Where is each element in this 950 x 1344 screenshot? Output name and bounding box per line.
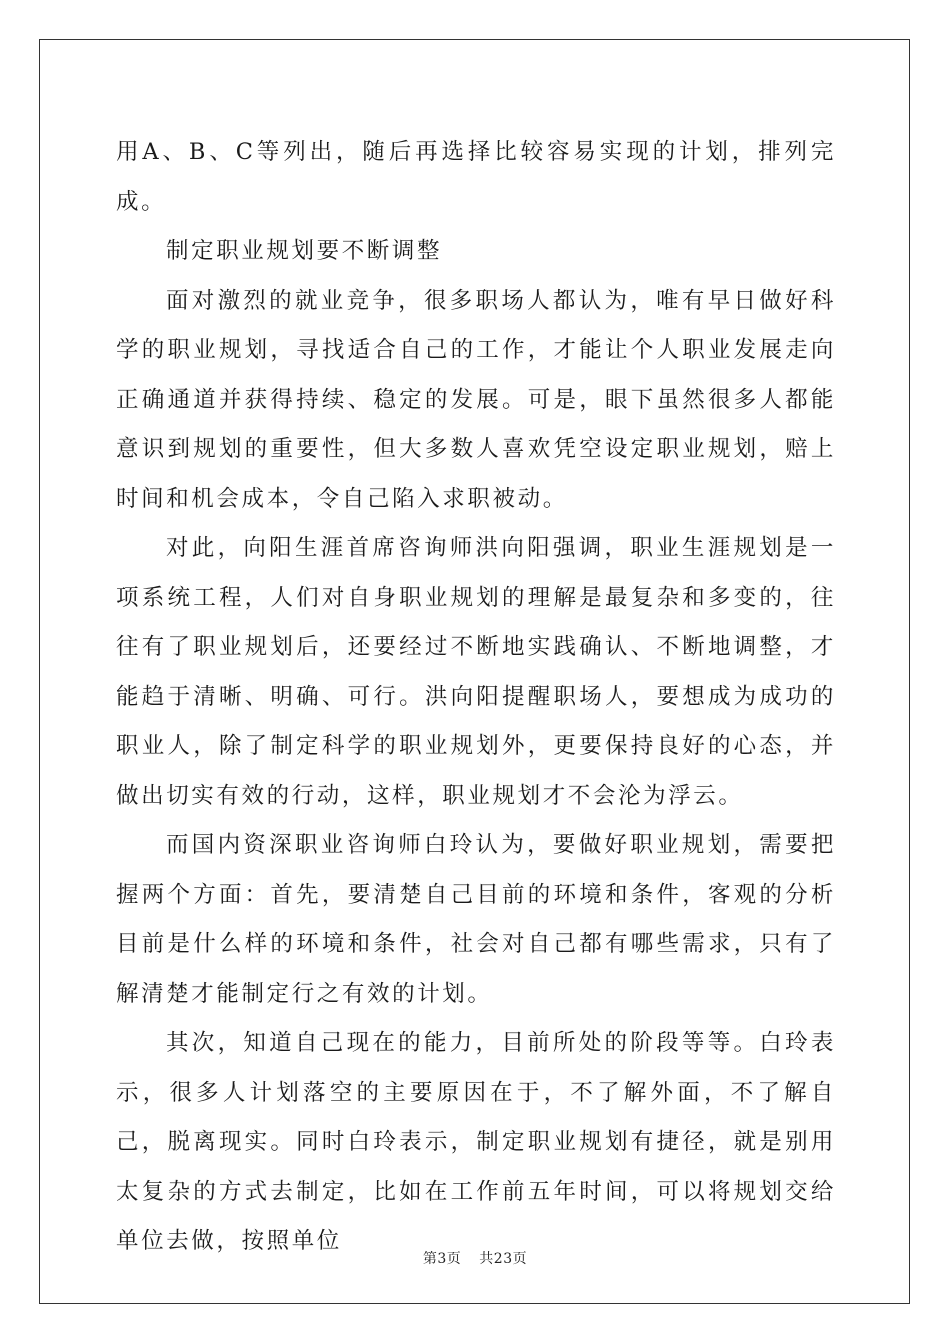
paragraph-1: 用A、B、C等列出，随后再选择比较容易实现的计划，排列完成。 (116, 139, 836, 215)
paragraph-5: 其次，知道自己现在的能力，目前所处的阶段等等。白玲表示，很多人计划落空的主要原因在于，不了解外面，不了解自己，脱离现实。同时白玲表示，制定职业规划有捷径，就是别用太复杂的方式去制定，比如在工作前五年时间，可以将规划交给单位去做，按照单位 (116, 1030, 836, 1254)
document-body (116, 128, 836, 1267)
paragraph-3: 对此，向阳生涯首席咨询师洪向阳强调，职业生涯规划是一项系统工程，人们对自身职业规划的理解是最复杂和多变的，往往有了职业规划后，还要经过不断地实践确认、不断地调整，才能趋于清晰、明确、可行。洪向阳提醒职场人，要想成为成功的职业人，除了制定科学的职业规划外，更要保持良好的心态，并做出切实有效的行动，这样，职业规划才不会沦为浮云。 (116, 535, 836, 809)
page-number: 第3页 (422, 1251, 462, 1267)
page-footer (0, 1248, 950, 1268)
section-heading: 制定职业规划要不断调整 (166, 238, 443, 264)
paragraph-4: 而国内资深职业咨询师白玲认为，要做好职业规划，需要把握两个方面：首先，要清楚自己目前的环境和条件，客观的分析目前是什么样的环境和条件，社会对自己都有哪些需求，只有了解清楚才能制定行之有效的计划。 (116, 832, 836, 1007)
paragraph-2: 面对激烈的就业竞争，很多职场人都认为，唯有早日做好科学的职业规划，寻找适合自己的工作，才能让个人职业发展走向正确通道并获得持续、稳定的发展。可是，眼下虽然很多人都能意识到规划的重要性，但大多数人喜欢凭空设定职业规划，赔上时间和机会成本，令自己陷入求职被动。 (116, 287, 836, 512)
total-pages: 共23页 (479, 1251, 528, 1267)
